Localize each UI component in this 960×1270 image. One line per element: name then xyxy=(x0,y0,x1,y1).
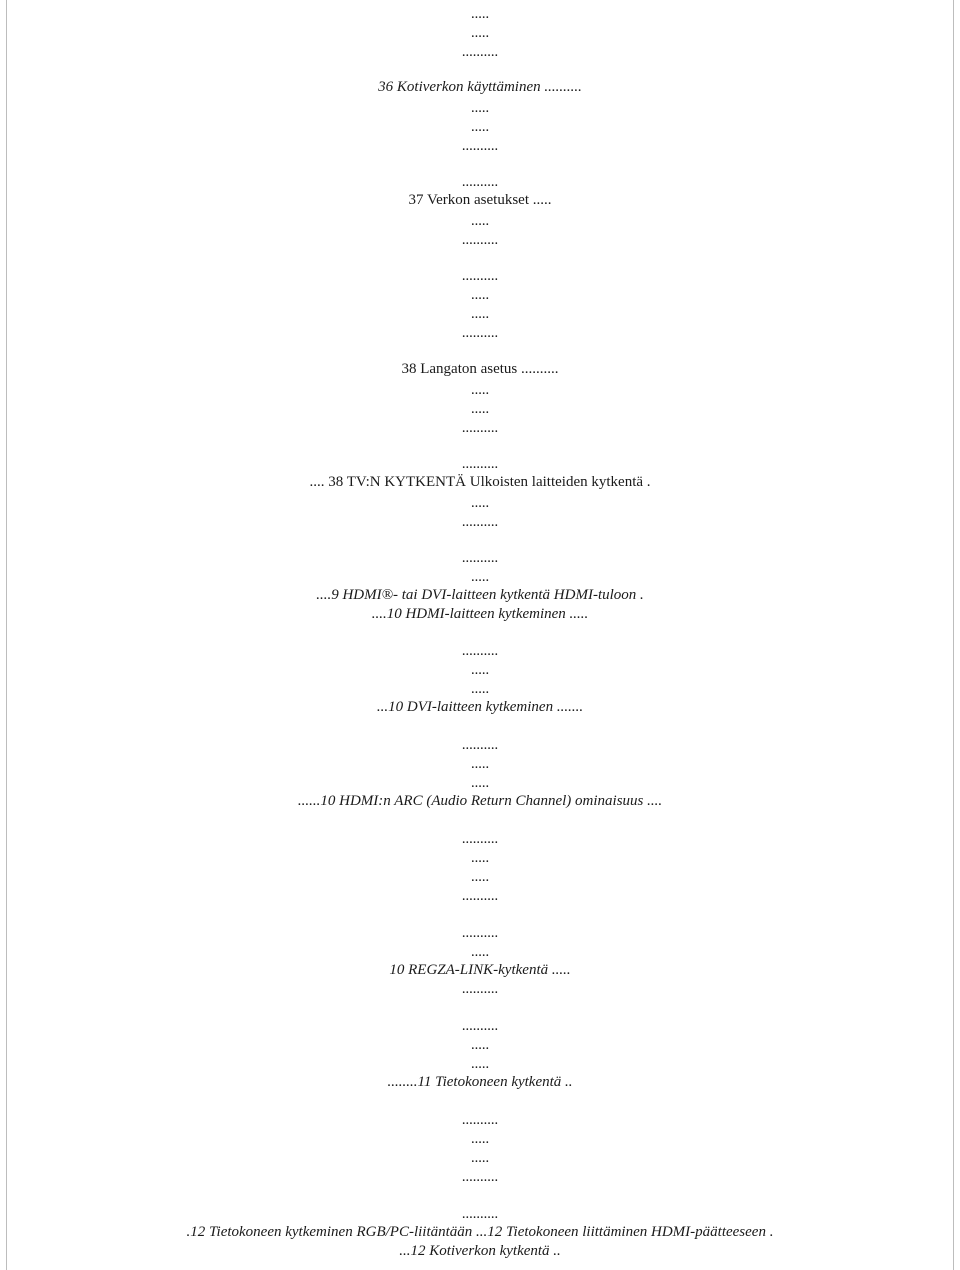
toc-dots: ..... xyxy=(470,662,490,678)
toc-dots: ..... xyxy=(470,756,490,772)
toc-dots: ..... xyxy=(470,401,490,417)
toc-dots: .......... xyxy=(461,174,499,190)
toc-entry-dvi-laitteen-kytkeminen: ...10 DVI-laitteen kytkeminen ....... xyxy=(376,699,584,715)
toc-entry-hdmi-laitteen-kytkeminen: ....10 HDMI-laitteen kytkeminen ..... xyxy=(371,606,589,622)
toc-dots: .......... xyxy=(461,888,499,904)
toc-dots: .......... xyxy=(461,456,499,472)
toc-dots: .......... xyxy=(461,981,499,997)
toc-dots: ..... xyxy=(470,681,490,697)
toc-entry-kotiverkon-kytkenta: ...12 Kotiverkon kytkentä .. xyxy=(399,1243,561,1259)
toc-dots: ..... xyxy=(470,775,490,791)
toc-dots: ..... xyxy=(470,119,490,135)
toc-entry-tvn-kytkenta: .... 38 TV:N KYTKENTÄ Ulkoisten laitteiden kytkentä . xyxy=(309,474,651,490)
toc-entry-kotiverkon-kayttaminen: 36 Kotiverkon käyttäminen .......... xyxy=(378,79,582,95)
toc-entry-hdmi-arc: ......10 HDMI:n ARC (Audio Return Channel) ominaisuus .... xyxy=(297,793,663,809)
toc-dots: .......... xyxy=(461,325,499,341)
toc-dots: ..... xyxy=(470,287,490,303)
toc-entry-langaton-asetus: 38 Langaton asetus .......... xyxy=(401,361,559,377)
toc-entry-tietokoneen-kytkenta: ........11 Tietokoneen kytkentä .. xyxy=(387,1074,573,1090)
toc-dots: ..... xyxy=(470,306,490,322)
toc-dots: .......... xyxy=(461,925,499,941)
toc-dots: ..... xyxy=(470,1037,490,1053)
toc-dots: .......... xyxy=(461,138,499,154)
toc-dots: ..... xyxy=(470,569,490,585)
toc-dots: ..... xyxy=(470,495,490,511)
toc-dots: ..... xyxy=(470,1131,490,1147)
toc-dots: .......... xyxy=(461,232,499,248)
toc-dots: ..... xyxy=(470,382,490,398)
toc-dots: .......... xyxy=(461,420,499,436)
toc-dots: ..... xyxy=(470,944,490,960)
toc-dots: ..... xyxy=(470,869,490,885)
toc-dots: .......... xyxy=(461,831,499,847)
toc-dots: ..... xyxy=(470,25,490,41)
toc-entry-regza-link-kytkenta: 10 REGZA-LINK-kytkentä ..... xyxy=(389,962,571,978)
toc-dots: .......... xyxy=(461,268,499,284)
toc-dots: ..... xyxy=(470,213,490,229)
toc-entry-hdmi-dvi-kytkenta: ....9 HDMI®- tai DVI-laitteen kytkentä HDMI-tuloon . xyxy=(316,587,644,603)
toc-dots: .......... xyxy=(461,44,499,60)
toc-dots: .......... xyxy=(461,1112,499,1128)
toc-dots: .......... xyxy=(461,550,499,566)
toc-dots: ..... xyxy=(470,6,490,22)
toc-dots: ..... xyxy=(470,850,490,866)
toc-dots: ..... xyxy=(470,1150,490,1166)
toc-entry-tietokoneen-kytkeminen-rgb-hdmi: .12 Tietokoneen kytkeminen RGB/PC-liitäntään ...12 Tietokoneen liittäminen HDMI-päätteeseen . xyxy=(186,1224,774,1240)
toc-dots: .......... xyxy=(461,1206,499,1222)
toc-dots: ..... xyxy=(470,1056,490,1072)
toc-dots: .......... xyxy=(461,514,499,530)
toc-dots: .......... xyxy=(461,1169,499,1185)
toc-dots: .......... xyxy=(461,643,499,659)
toc-dots: .......... xyxy=(461,737,499,753)
toc-dots: .......... xyxy=(461,1018,499,1034)
toc-entry-verkon-asetukset: 37 Verkon asetukset ..... xyxy=(408,192,552,208)
toc-dots: ..... xyxy=(470,100,490,116)
